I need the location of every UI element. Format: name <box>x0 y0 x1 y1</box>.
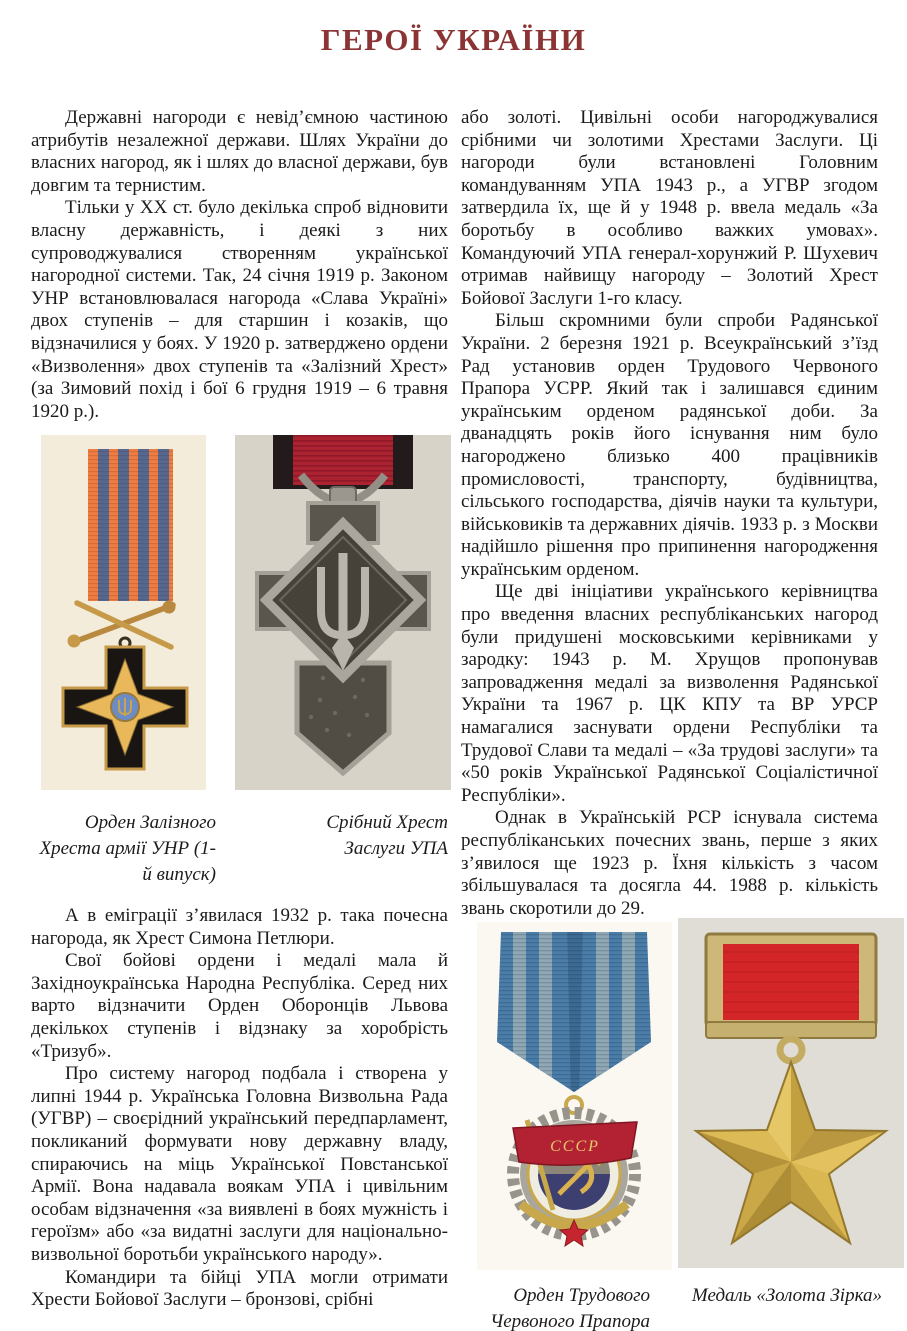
paragraph: А в еміграції з’явилася 1932 р. така почесна нагорода, як Хрест Симона Петлюри. <box>31 905 448 949</box>
paragraph: Тільки у ХХ ст. було декілька спроб відновити власну державність, і деякі з них супроводжувалися створенням української нагородної системи. Так, 24 січня 1919 р. Законом УНР встановлювалася нагорода «Слава Україні» двох ступенів – для старшин і козаків, що відзначилися у боях. У 1920 р. затверджено ордени «Визволення» двох ступенів та «Залізний Хрест» (за Зимовий похід і бої 6 грудня 1919 – 6 травня 1920 р.). <box>31 197 448 422</box>
paragraph: Командири та бійці УПА могли отримати Хрести Бойової Заслуги – бронзові, срібні <box>31 1266 448 1311</box>
left-column-bottom-text <box>31 905 448 1312</box>
banner-text: СССР <box>550 1138 600 1155</box>
gold-star-medal-icon <box>678 918 904 1268</box>
photo-iron-cross-unr <box>41 435 206 790</box>
iron-cross-medal-icon <box>41 435 206 790</box>
red-banner-order-icon <box>477 922 672 1270</box>
paragraph: Однак в Українській РСР існувала система республіканських почесних звань, перше з яких з’явилося ще 1923 р. Їхня кількість з часом збільшувалася та досягла 44. 1988 р. кількість звань скоротили до 29. <box>461 807 878 919</box>
photo-order-red-banner <box>477 922 672 1270</box>
photo-silver-cross-upa <box>235 435 451 790</box>
figure-caption: Срібний Хрест Заслуги УПА <box>326 812 448 859</box>
paragraph: Про систему нагород подбала і створена у липні 1944 р. Українська Головна Визвольна Рада (УГВР) – своєрідний український передпарламент, покликаний формувати нову державну владу, спираючись на міць Української Повстанської Армії. Вона надавала воякам УПА і цивільним особам відзначення «за виявлені в боях мужність і героїзм» або «за видатні заслуги для національно-визвольної боротьби українського народу». <box>31 1063 448 1265</box>
paragraph: Більш скромними були спроби Радянської України. 2 березня 1921 р. Всеукраїнський з’їзд Рад установив орден Трудового Червоного Прапора УСРР. Який так і залишався єдиним українським орденом радянської доби. За дванадцять років його існування ним було нагороджено близько 400 працівників промисловості, транспорту, будівництва, сільського господарства, діячів науки та культури, військовиків та державних діячів. 1933 р. з Москви надійшло рішення про припинення нагородження українським орденом. <box>461 310 878 580</box>
paragraph: або золоті. Цивільні особи нагороджувалися срібними чи золотими Хрестами Заслуги. Ці нагороди були встановлені Головним командуванням УПА 1943 р., а УГВР згодом затвердила їх, ще й у 1948 р. ввела медаль «За боротьбу в особливо важких умовах». Командуючий УПА генерал-хорунжий Р. Шухевич отримав найвищу нагороду – Золотий Хрест Бойової Заслуги 1-го класу. <box>461 107 878 309</box>
left-figure-captions <box>31 810 448 888</box>
figure-caption: Медаль «Золота Зірка» <box>691 1285 882 1306</box>
left-column-top-text <box>31 107 448 423</box>
paragraph: Свої бойові ордени і медалі мала й Західноукраїнська Народна Республіка. Серед них варто відзначити Орден Оборонців Львова декількох ступенів і відзнаку за хоробрість «Тризуб». <box>31 950 448 1062</box>
paragraph: Ще дві ініціативи українського керівництва про введення власних республіканських нагород були придушені московськими керівниками у зародку: 1943 р. М. Хрущов пропонував запровадження медалі за визволення Радянської України та 1967 р. ЦК КПУ та ВР УРСР намагалися заснувати ордени Республіки та Трудової Слави та медалі – «За трудові заслуги» та «50 років Української Радянської Соціалістичної Республіки». <box>461 581 878 806</box>
page-title: ГЕРОЇ УКРАЇНИ <box>320 22 587 57</box>
right-figure-captions <box>461 1283 882 1331</box>
figure-caption: Орден Трудового Червоного Прапора <box>490 1285 650 1331</box>
paragraph: Державні нагороди є невід’ємною частиною атрибутів незалежної держави. Шлях України до власних нагород, як і шлях до власної держави, був довгим та тернистим. <box>31 107 448 196</box>
figure-caption: Орден Залізного Хреста армії УНР (1-й випуск) <box>39 812 216 885</box>
right-column-text <box>461 107 878 920</box>
silver-cross-medal-icon <box>235 435 451 790</box>
photo-gold-star <box>678 918 904 1268</box>
